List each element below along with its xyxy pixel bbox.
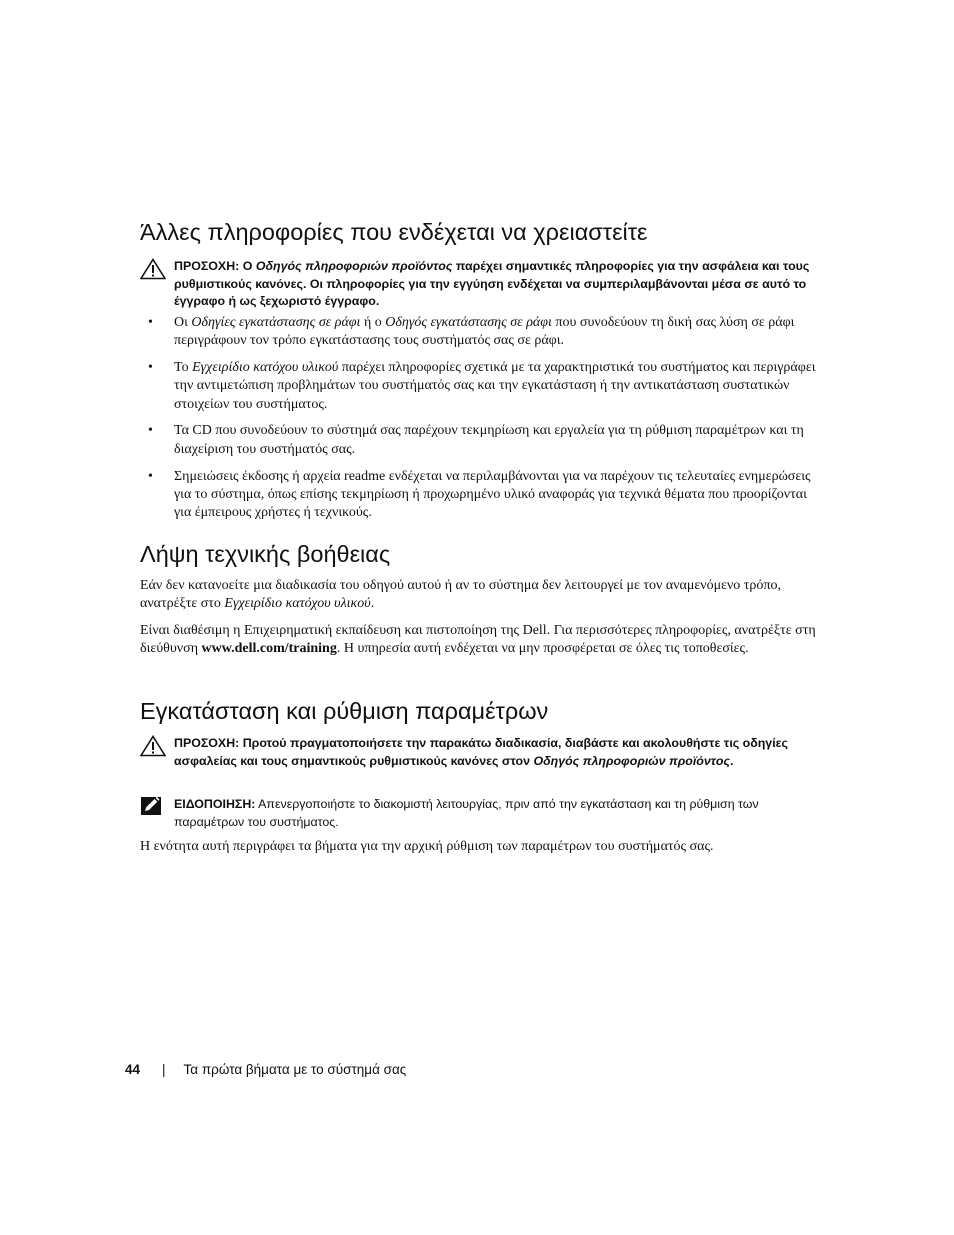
paragraph-text: Είναι διαθέσιμη η Επιχειρηματική εκπαίδευση και πιστοποίηση της Dell. Για περισσότερες πληροφορίες, ανατρέξτε στη διεύθυνση bbox=[140, 623, 816, 657]
list-item-doc-title: Οδηγίες εγκατάστασης σε ράφι bbox=[191, 315, 361, 330]
footer-separator: | bbox=[162, 1062, 166, 1077]
paragraph-doc-title: Εγχειρίδιο κατόχου υλικού bbox=[224, 596, 371, 612]
caution-text bbox=[174, 735, 820, 770]
paragraph-help-1 bbox=[140, 577, 820, 614]
note-pencil-icon bbox=[140, 796, 162, 821]
paragraph-help-2 bbox=[140, 622, 820, 659]
list-item-text: Οι bbox=[174, 315, 188, 330]
paragraph-text: . Η υπηρεσία αυτή ενδέχεται να μην προσφέρεται σε όλες τις τοποθεσίες. bbox=[336, 641, 749, 657]
section-heading-technical-help: Λήψη τεχνικής βοήθειας bbox=[140, 541, 391, 567]
list-item bbox=[140, 314, 820, 351]
bullet-icon: • bbox=[148, 468, 153, 484]
list-item-doc-title: Οδηγός εγκατάστασης σε ράφι bbox=[385, 315, 552, 330]
caution-body: παρέχει σημαντικές πληροφορίες για την ασφάλεια και τους ρυθμιστικούς κανόνες. Οι πληροφορίες για την εγγύηση ενδέχεται να συμπεριλαμβάνονται μέσα σε αυτό το έγγραφο ή ως ξεχωριστό έγγραφο. bbox=[174, 259, 810, 308]
list-item bbox=[140, 468, 820, 523]
caution-triangle-icon bbox=[140, 735, 166, 762]
caution-notice bbox=[140, 258, 820, 311]
list-item bbox=[140, 359, 820, 414]
list-item-text: παρέχει πληροφορίες σχετικά με τα χαρακτηριστικά του συστήματος και περιγράφει την αντιμετώπιση προβλημάτων του συστήματός σας και την εγκατάσταση ή την αντικατάσταση συστατικών στοιχείων του συστήματος. bbox=[174, 360, 816, 412]
section-heading-other-info: Άλλες πληροφορίες που ενδέχεται να χρειαστείτε bbox=[140, 219, 648, 245]
bullet-icon: • bbox=[148, 360, 153, 376]
caution-body: . bbox=[729, 753, 734, 768]
note-label: ΕΙΔΟΠΟΙΗΣΗ: bbox=[174, 797, 256, 811]
training-url-link[interactable]: www.dell.com/training bbox=[201, 641, 337, 657]
list-item-doc-title: Εγχειρίδιο κατόχου υλικού bbox=[192, 360, 339, 376]
paragraph-installation: Η ενότητα αυτή περιγράφει τα βήματα για την αρχική ρύθμιση των παραμέτρων του συστήματός σας. bbox=[140, 839, 714, 854]
caution-label: ΠΡΟΣΟΧΗ: bbox=[174, 259, 240, 273]
caution-text bbox=[174, 258, 820, 311]
note-text bbox=[174, 796, 820, 831]
caution-triangle-icon bbox=[140, 258, 166, 285]
list-item-text: ή ο bbox=[363, 315, 382, 330]
caution-doc-title: Οδηγός πληροφοριών προϊόντος bbox=[255, 259, 453, 273]
bullet-icon: • bbox=[148, 423, 153, 439]
list-item-text: Σημειώσεις έκδοσης ή αρχεία readme ενδέχεται να περιλαμβάνονται για να παρέχουν τις τελευταίες ενημερώσεις για το σύστημα, όπως επίσης τεκμηρίωση ή προχωρημένο υλικό αναφοράς για τεχνικά θέματα που προορίζονται για έμπειρους χρήστες ή τεχνικούς. bbox=[174, 468, 811, 521]
page-number: 44 bbox=[125, 1062, 141, 1077]
caution-doc-title: Οδηγός πληροφοριών προϊόντος bbox=[533, 753, 730, 768]
page-footer bbox=[125, 1061, 406, 1079]
section-heading-installation: Εγκατάσταση και ρύθμιση παραμέτρων bbox=[140, 698, 549, 724]
caution-pre: Ο bbox=[242, 259, 253, 273]
list-item-text: Τα CD που συνοδεύουν το σύστημά σας παρέχουν τεκμηρίωση και εργαλεία για τη ρύθμιση παραμέτρων και τη διαχείριση του συστήματός σας. bbox=[174, 423, 804, 457]
bullet-icon: • bbox=[148, 315, 153, 330]
list-item-text: Το bbox=[174, 360, 189, 376]
caution-notice bbox=[140, 735, 820, 770]
note-notice bbox=[140, 796, 820, 831]
paragraph-text: Εάν δεν κατανοείτε μια διαδικασία του οδηγού αυτού ή αν το σύστημα δεν λειτουργεί με τον αναμενόμενο τρόπο, ανατρέξτε στο bbox=[140, 578, 781, 612]
list-item-text: που συνοδεύουν τη δική σας λύση σε ράφι περιγράφουν τον τρόπο εγκατάστασης τους συστήματός σας σε ράφι. bbox=[174, 315, 795, 349]
list-item bbox=[140, 422, 820, 459]
documentation-list bbox=[140, 314, 820, 531]
note-body: Απενεργοποιήστε το διακομιστή λειτουργίας, πριν από την εγκατάσταση και τη ρύθμιση των παραμέτρων του συστήματος. bbox=[174, 797, 759, 829]
caution-label: ΠΡΟΣΟΧΗ: bbox=[174, 736, 240, 750]
caution-body: Προτού πραγματοποιήσετε την παρακάτω διαδικασία, διαβάστε και ακολουθήστε τις οδηγίες ασφαλείας και τους σημαντικούς ρυθμιστικούς κανόνες στον bbox=[174, 736, 788, 768]
paragraph-text: . bbox=[370, 596, 375, 612]
footer-title: Τα πρώτα βήματα με το σύστημά σας bbox=[183, 1062, 407, 1077]
